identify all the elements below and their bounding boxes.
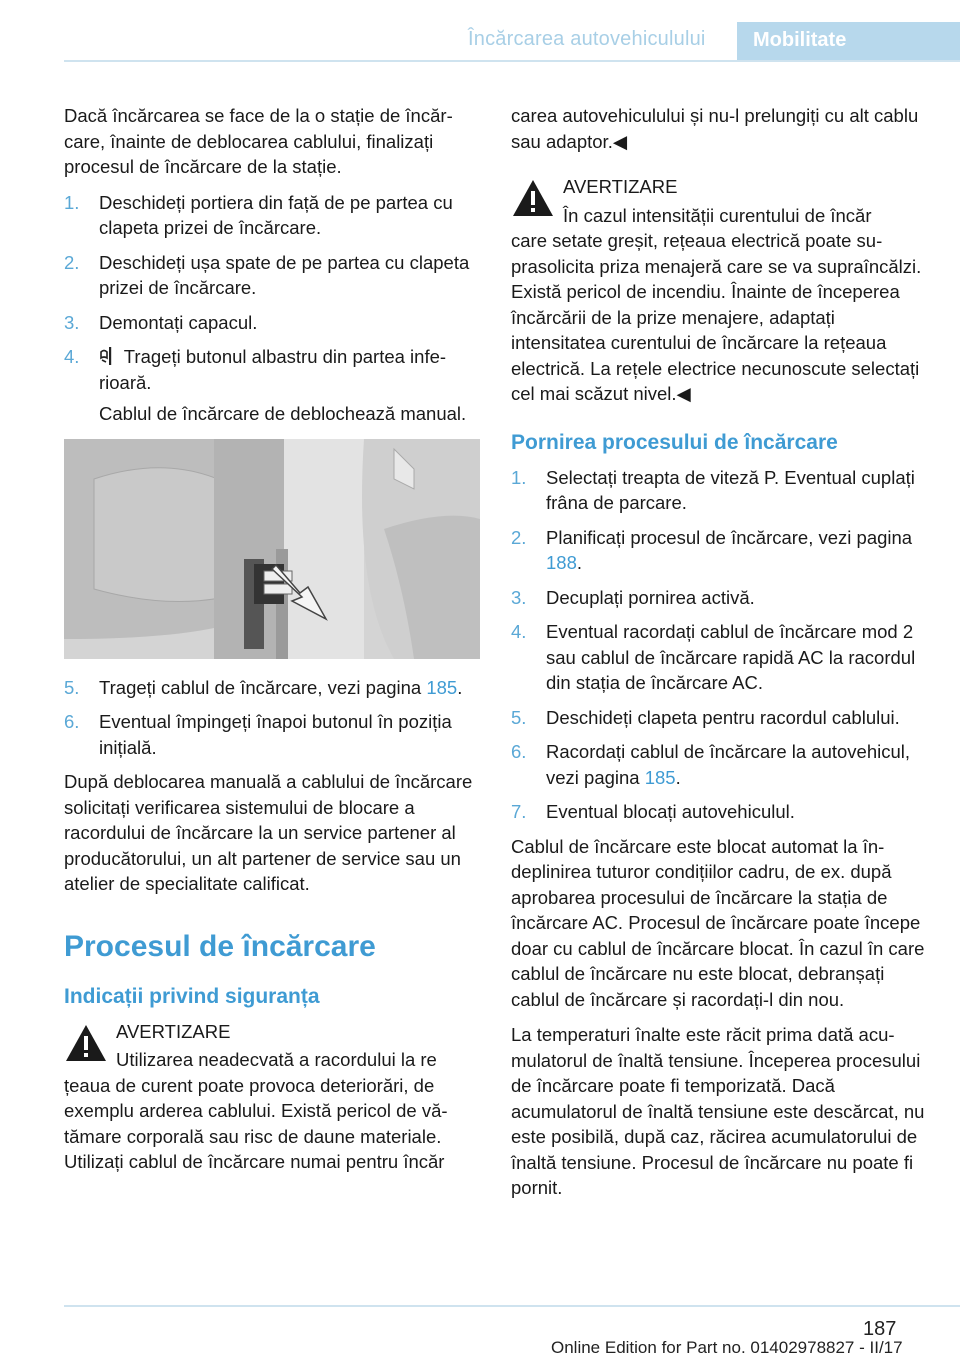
warning-first-line: În cazul intensității curentului de încăr bbox=[563, 204, 872, 226]
step-text: Deschideți ușa spate de pe partea cu clapeta prizei de încărcare. bbox=[99, 251, 470, 298]
step-text: Deschideți clapeta pentru racordul cablului. bbox=[546, 706, 900, 728]
list-item bbox=[64, 344, 480, 427]
header-chapter-tab bbox=[737, 22, 960, 60]
release-lever-icon bbox=[99, 346, 115, 366]
warning-box bbox=[511, 174, 927, 407]
list-item bbox=[64, 310, 480, 336]
step-number: 2. bbox=[64, 251, 80, 273]
warning-title: AVERTIZARE bbox=[116, 1020, 231, 1042]
list-item bbox=[64, 675, 480, 701]
list-item bbox=[511, 705, 927, 731]
step-text-end: . bbox=[457, 676, 463, 698]
charging-flap-release-photo bbox=[64, 439, 480, 659]
manual-unlock-paragraph: După deblocarea manuală a cablului de încărcare solicitați verificarea sistemului de blocare a racordului de încărcare la un service partener al producătorului, un alt partener de service sau un atelier de specialitate calificat. bbox=[64, 771, 473, 894]
step-number: 1. bbox=[64, 191, 80, 213]
list-item bbox=[511, 465, 927, 516]
step-number: 7. bbox=[511, 801, 527, 822]
step-text: Planificați procesul de încărcare, vezi pagina bbox=[546, 526, 913, 548]
intro-paragraph: Dacă încărcarea se face de la o stație de încărcare, înainte de deblocarea cablului, finalizați procesul de încărcare de la stație. bbox=[64, 105, 453, 177]
edition-footer: Online Edition for Part no. 01402978827 - II/17 bbox=[551, 1338, 903, 1357]
list-item bbox=[64, 190, 480, 241]
step-text: Eventual racordați cablul de încărcare mod 2 sau cablul de încărcare rapidă AC la racordul din stația de încărcare AC. bbox=[546, 621, 916, 693]
step-text: Decuplați pornirea activă. bbox=[546, 586, 755, 608]
step-number: 5. bbox=[511, 706, 527, 728]
list-item bbox=[64, 709, 480, 760]
list-item bbox=[64, 250, 480, 301]
step-number: 6. bbox=[511, 741, 527, 762]
footer-rule bbox=[64, 1305, 960, 1307]
page-link-185[interactable]: 185 bbox=[644, 766, 676, 788]
step-number: 2. bbox=[511, 526, 527, 548]
step-text: Trageți cablul de încărcare, vezi pagina bbox=[99, 676, 427, 698]
subsection-heading: Pornirea procesului de încărcare bbox=[511, 430, 838, 454]
step-subtext: Cablul de încărcare de deblochează manual. bbox=[99, 403, 467, 424]
step-text-end: . bbox=[576, 552, 583, 573]
step-number: 3. bbox=[511, 586, 527, 608]
step-number: 4. bbox=[511, 621, 527, 642]
step-text: Eventual blocați autovehiculul. bbox=[546, 801, 795, 822]
warning-text: țeaua de curent poate provoca deteriorări, de exemplu arderea cablului. Există pericol de vătămare corporală sau risc de daune materiale. Utilizați cablul de încărcare numai pentru încăr bbox=[64, 1074, 448, 1172]
cable-lock-paragraph: Cablul de încărcare este blocat automat la îndeplinirea tuturor condițiilor cadru, de ex. după aprobarea procesului de încărcare la stația de încărcare AC. Procesul de încărcare poate începe doar cu cablul de încărcare blocat. În cazul în care cablul de încărcare nu este blocat, debranșați cablul de încărcare și racordați-l din nou. bbox=[511, 835, 925, 1010]
header-chapter-label: Mobilitate bbox=[753, 29, 847, 51]
warning-first-line: Utilizarea neadecvată a racordului la re bbox=[116, 1049, 437, 1070]
left-column bbox=[64, 103, 480, 1185]
step-number: 5. bbox=[64, 676, 80, 698]
list-item bbox=[511, 739, 927, 790]
step-text: Deschideți portiera din față de pe partea cu clapeta prizei de încărcare. bbox=[99, 191, 453, 238]
step-text: Eventual împingeți înapoi butonul în poziția inițială. bbox=[99, 711, 452, 758]
page-link-188[interactable]: 188 bbox=[546, 552, 577, 573]
step-text: Racordați cablul de încărcare la autovehicul, vezi pagina bbox=[546, 741, 911, 788]
step-number: 4. bbox=[64, 346, 80, 367]
list-item bbox=[511, 585, 927, 611]
step-text: Selectați treapta de viteză P. Eventual cuplați frâna de parcare. bbox=[546, 466, 915, 513]
page-link-185[interactable]: 185 bbox=[426, 676, 458, 698]
step-number: 1. bbox=[511, 466, 527, 488]
page-number: 187 bbox=[863, 1318, 897, 1340]
warning-box bbox=[64, 1019, 480, 1175]
high-temperature-paragraph: La temperaturi înalte este răcit prima dată acumulatorul de înaltă tensiune. Începerea procesului de încărcare poate fi temporizată. Dacă acumulatorul de înaltă tensiune este descărcat, nu este posibilă, după caz, răcirea acumulatorului de înaltă tensiune. Procesul de încărcare nu poate fi pornit. bbox=[511, 1024, 925, 1198]
warning-text: care setate greșit, rețeaua electrică poate suprasolicita priza menajeră care se va supraîncălzi. Există pericol de incendiu. Înainte de începerea încărcării de la prize menajere, adaptați intensitatea curentului de încărcare la rețeaua electrică. La rețele electrice necunoscute selectați cel mai scăzut nivel.◀ bbox=[511, 230, 922, 404]
list-item bbox=[511, 619, 927, 696]
list-item bbox=[511, 525, 927, 576]
header-rule bbox=[64, 60, 960, 62]
continued-paragraph: carea autovehiculului și nu-l prelungiți cu alt cablu sau adaptor.◀ bbox=[511, 105, 919, 152]
warning-title: AVERTIZARE bbox=[563, 176, 678, 197]
warning-triangle-icon bbox=[64, 1023, 108, 1063]
list-item bbox=[511, 799, 927, 825]
release-button-illustration bbox=[64, 439, 480, 659]
right-column bbox=[511, 103, 927, 1211]
section-heading: Procesul de încărcare bbox=[64, 929, 376, 963]
warning-triangle-icon bbox=[511, 178, 555, 218]
step-text-end: . bbox=[675, 766, 681, 788]
step-text: Demontați capacul. bbox=[99, 311, 258, 333]
step-number: 3. bbox=[64, 311, 80, 333]
step-text: Trageți butonul albastru din partea inferioară. bbox=[99, 346, 447, 393]
header-section-title: Încărcarea autovehiculului bbox=[468, 28, 706, 50]
step-number: 6. bbox=[64, 711, 80, 732]
subsection-heading: Indicații privind siguranța bbox=[64, 984, 320, 1008]
